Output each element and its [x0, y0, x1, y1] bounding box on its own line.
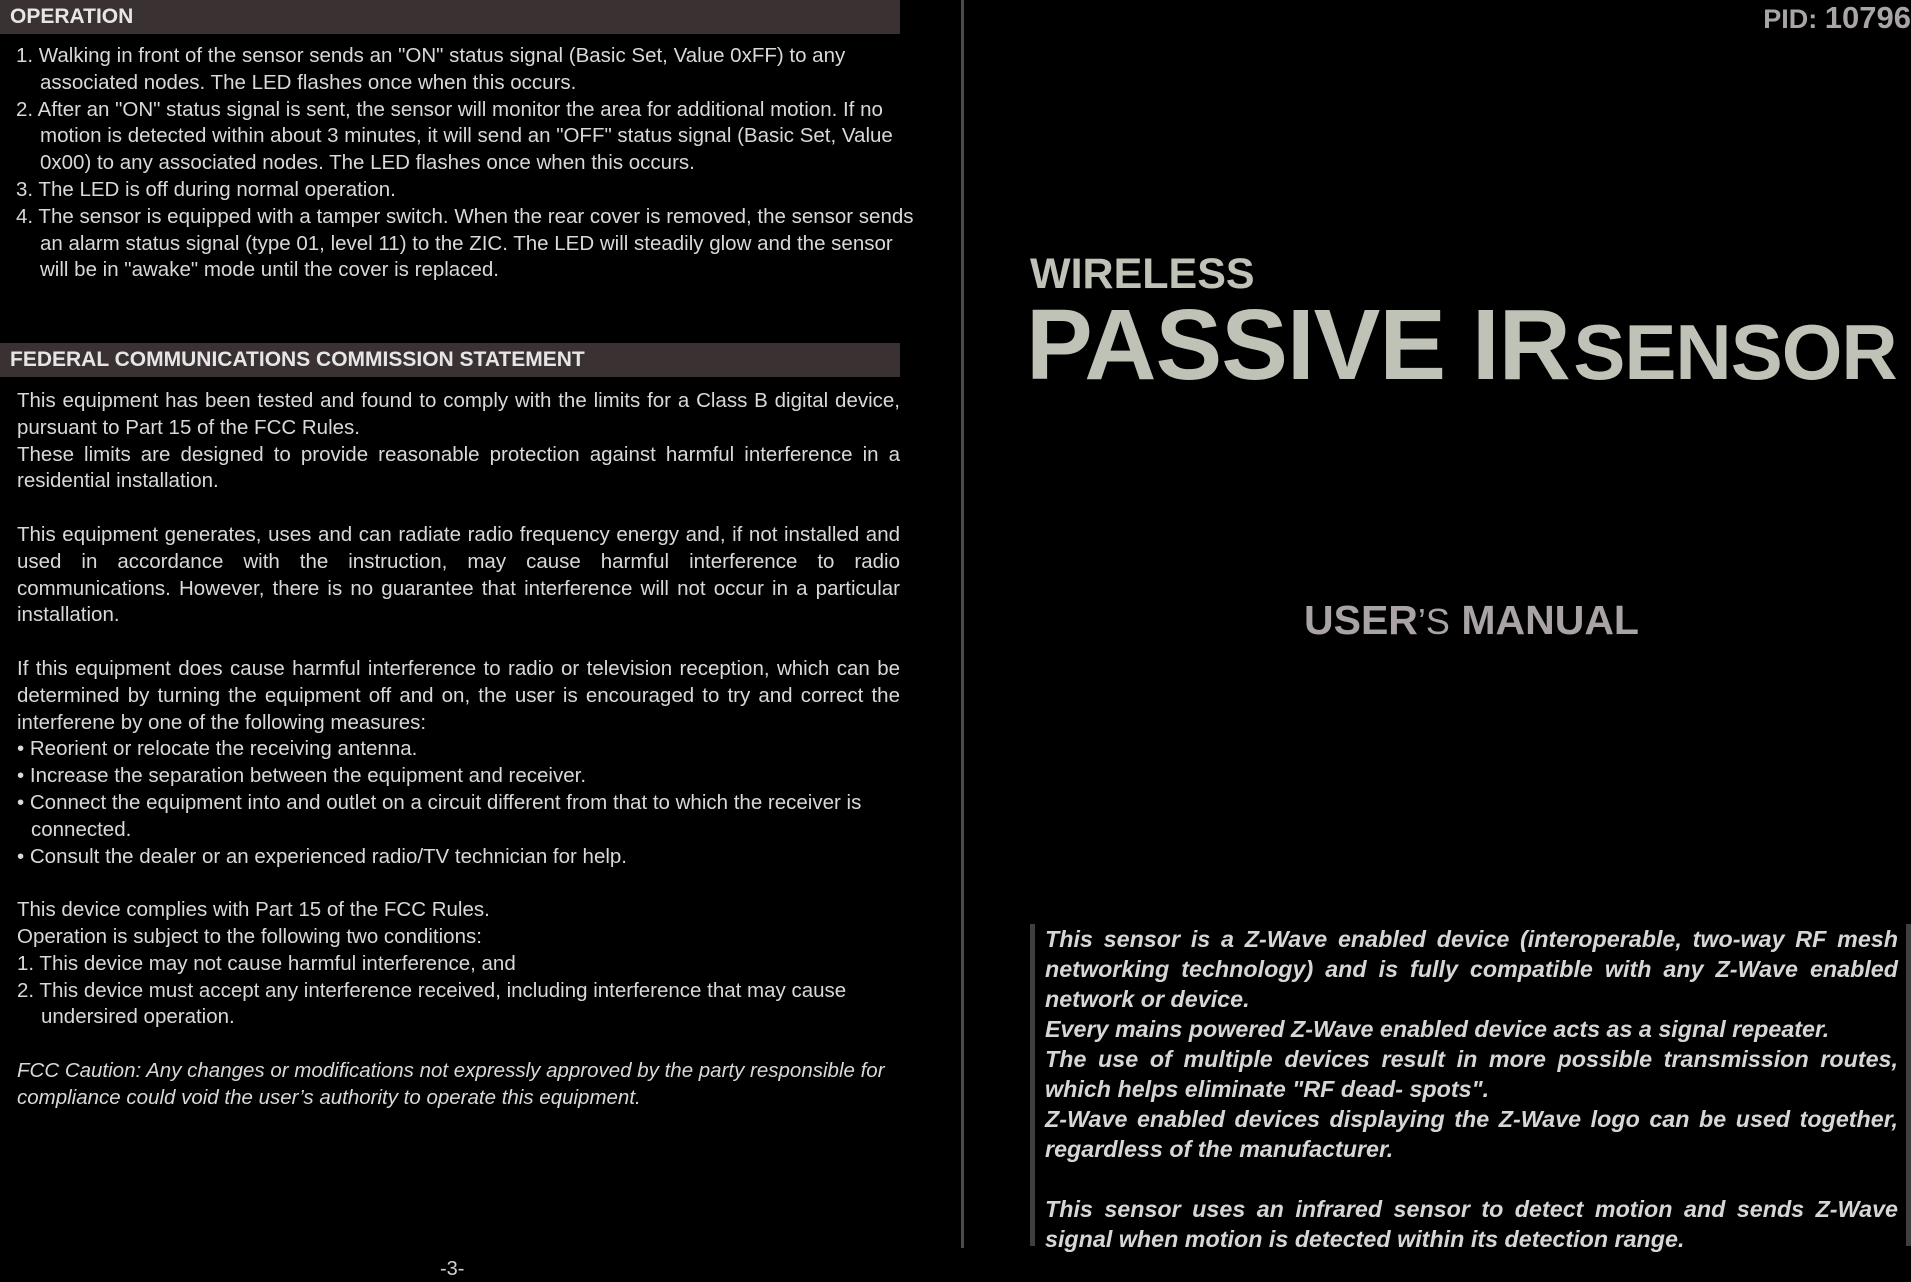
- fcc-caution: FCC Caution: Any changes or modifications not expressly approved by the party responsible for compliance could void the user’s authority to operate this equipment.: [17, 1058, 885, 1109]
- right-page: [964, 0, 1911, 1282]
- fcc-paragraph-1: This equipment has been tested and found to comply with the limits for a Class B digital device, pursuant to Part 15 of the FCC Rules.: [17, 389, 900, 439]
- fcc-header: FEDERAL COMMUNICATIONS COMMISSION STATEMENT: [0, 343, 900, 377]
- info-paragraph-2: Every mains powered Z-Wave enabled device acts as a signal repeater.: [1045, 1016, 1830, 1042]
- fcc-paragraph-4: If this equipment does cause harmful interference to radio or television reception, which can be determined by turning the equipment off and on, the user is encouraged to try and correct the interferene by one of the following measures:: [17, 656, 900, 734]
- operation-header: OPERATION: [0, 0, 900, 34]
- info-paragraph-4: Z-Wave enabled devices displaying the Z-Wave logo can be used together, regardless of the manufacturer.: [1045, 1106, 1898, 1162]
- fcc-statement: [17, 388, 900, 1112]
- info-paragraph-1: This sensor is a Z-Wave enabled device (interoperable, two-way RF mesh networking technology) and is fully compatible with any Z-Wave enabled network or device.: [1045, 926, 1898, 1012]
- fcc-condition-1: 1. This device may not cause harmful interference, and: [17, 951, 516, 975]
- fcc-paragraph-2: These limits are designed to provide reasonable protection against harmful interference in a residential installation.: [17, 442, 900, 493]
- users-manual-title: [1304, 597, 1639, 644]
- title-wireless: WIRELESS: [1030, 250, 1255, 298]
- manual-manual: MANUAL: [1461, 597, 1639, 643]
- manual-user: USER: [1304, 597, 1418, 643]
- title-sensor: SENSOR: [1573, 308, 1897, 396]
- fcc-paragraph-6: Operation is subject to the following two conditions:: [17, 924, 482, 948]
- fcc-bullet-1: • Reorient or relocate the receiving antenna.: [17, 737, 418, 761]
- fcc-bullet-2: • Increase the separation between the equipment and receiver.: [17, 764, 587, 788]
- operation-list: [16, 43, 916, 284]
- title-passive-ir: PASSIVE IR: [1026, 289, 1570, 401]
- left-page: [0, 0, 952, 1282]
- product-id: [1763, 0, 1911, 36]
- pid-label: PID:: [1763, 4, 1818, 34]
- operation-item-4: 4. The sensor is equipped with a tamper switch. When the rear cover is removed, the sensor sends an alarm status signal (type 01, level 11) to the ZIC. The LED will steadily glow and the sensor will be in "awake" mode until the cover is replaced.: [16, 204, 914, 282]
- fcc-bullet-4: • Consult the dealer or an experienced radio/TV technician for help.: [17, 844, 628, 868]
- page-number: -3-: [440, 1258, 465, 1280]
- product-title: [1026, 288, 1897, 403]
- zwave-info-box: [1030, 924, 1911, 1252]
- fcc-paragraph-3: This equipment generates, uses and can radiate radio frequency energy and, if not installed and used in accordance with the instruction, may cause harmful interference to radio communications. However, there is no guarantee that interference will not occur in a particular installation.: [17, 522, 900, 627]
- fcc-paragraph-5: This device complies with Part 15 of the FCC Rules.: [17, 898, 490, 922]
- info-paragraph-3: The use of multiple devices result in more possible transmission routes, which helps eliminate "RF dead- spots".: [1045, 1046, 1898, 1102]
- fcc-bullet-3: • Connect the equipment into and outlet on a circuit different from that to which the receiver is connected.: [17, 790, 862, 841]
- info-paragraph-5: This sensor uses an infrared sensor to detect motion and sends Z-Wave signal when motion is detected within its detection range.: [1045, 1196, 1898, 1252]
- pid-value: 10796: [1824, 0, 1911, 35]
- fcc-condition-2: 2. This device must accept any interference received, including interference that may cause undersired operation.: [17, 978, 847, 1029]
- manual-possessive: ’S: [1417, 601, 1450, 642]
- operation-item-3: 3. The LED is off during normal operation.: [16, 177, 396, 201]
- operation-item-1: 1. Walking in front of the sensor sends an "ON" status signal (Basic Set, Value 0xFF) to any associated nodes. The LED flashes once when this occurs.: [16, 44, 846, 94]
- operation-item-2: 2. After an "ON" status signal is sent, the sensor will monitor the area for additional motion. If no motion is detected within about 3 minutes, it will send an "OFF" status signal (Basic Set, Value 0x00) to any associated nodes. The LED flashes once when this occurs.: [16, 97, 893, 175]
